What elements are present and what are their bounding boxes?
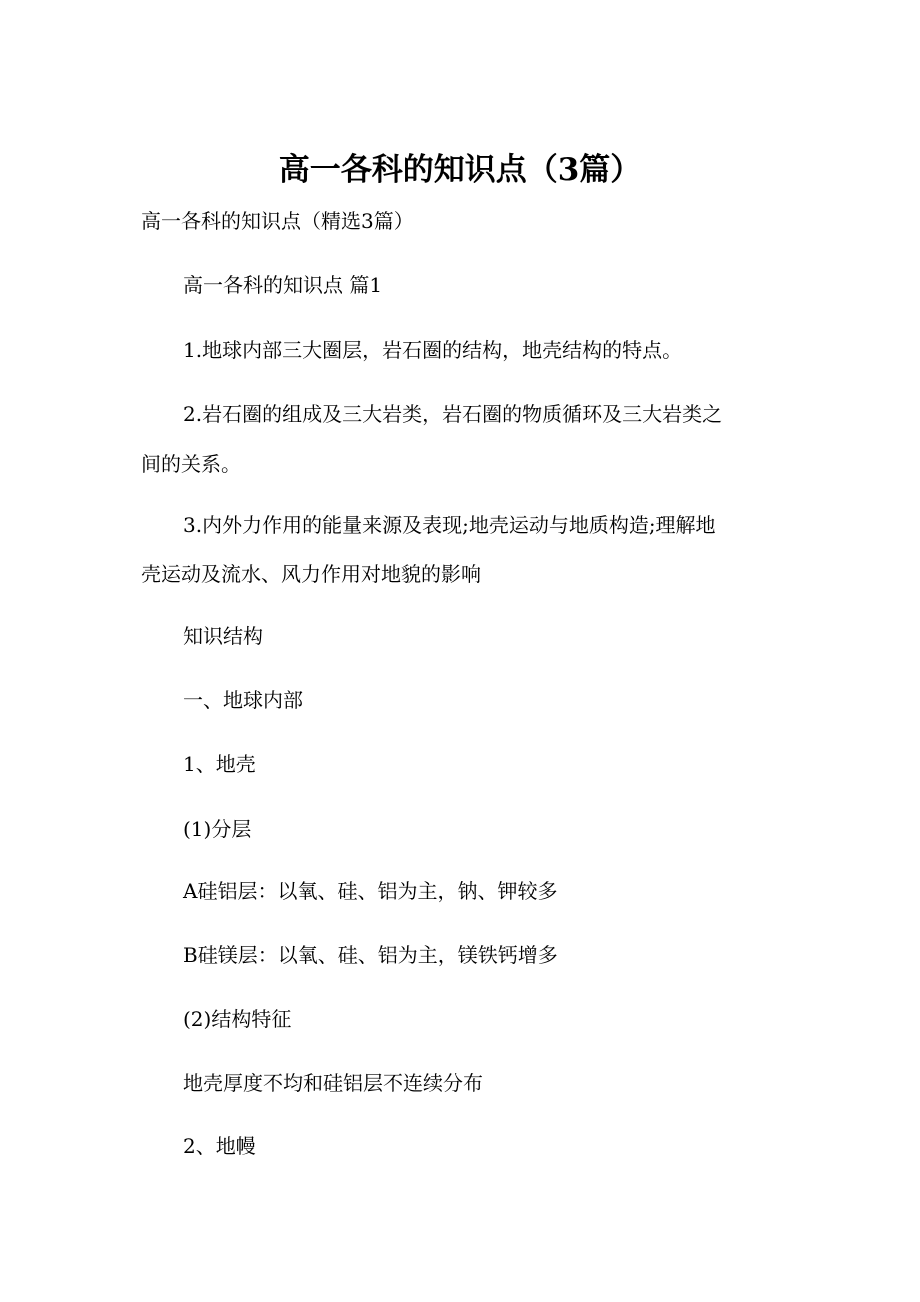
list-item: A硅铝层：以氧、硅、铝为主，钠、钾较多 [183, 879, 558, 903]
document-title: 高一各科的知识点（3篇） [278, 152, 642, 188]
section-heading: 高一各科的知识点 篇1 [183, 273, 383, 297]
list-item: 1、地壳 [183, 752, 256, 776]
list-item: (1)分层 [183, 817, 252, 841]
knowledge-heading: 知识结构 [183, 624, 263, 648]
list-item: 地壳厚度不均和硅铝层不连续分布 [183, 1071, 483, 1095]
document-subtitle: 高一各科的知识点（精选3篇） [141, 209, 414, 233]
paragraph-1: 1.地球内部三大圈层，岩石圈的结构，地壳结构的特点。 [183, 338, 683, 362]
paragraph-3: 3.内外力作用的能量来源及表现;地壳运动与地质构造;理解地 [183, 513, 716, 537]
paragraph-2: 2.岩石圈的组成及三大岩类，岩石圈的物质循环及三大岩类之 [183, 402, 723, 426]
paragraph-2-continuation: 间的关系。 [141, 452, 241, 476]
list-item: 2、地幔 [183, 1134, 256, 1158]
paragraph-3-continuation: 壳运动及流水、风力作用对地貌的影响 [141, 562, 481, 586]
list-item: B硅镁层：以氧、硅、铝为主，镁铁钙增多 [183, 943, 558, 967]
list-item: 一、地球内部 [183, 688, 303, 712]
list-item: (2)结构特征 [183, 1007, 292, 1031]
